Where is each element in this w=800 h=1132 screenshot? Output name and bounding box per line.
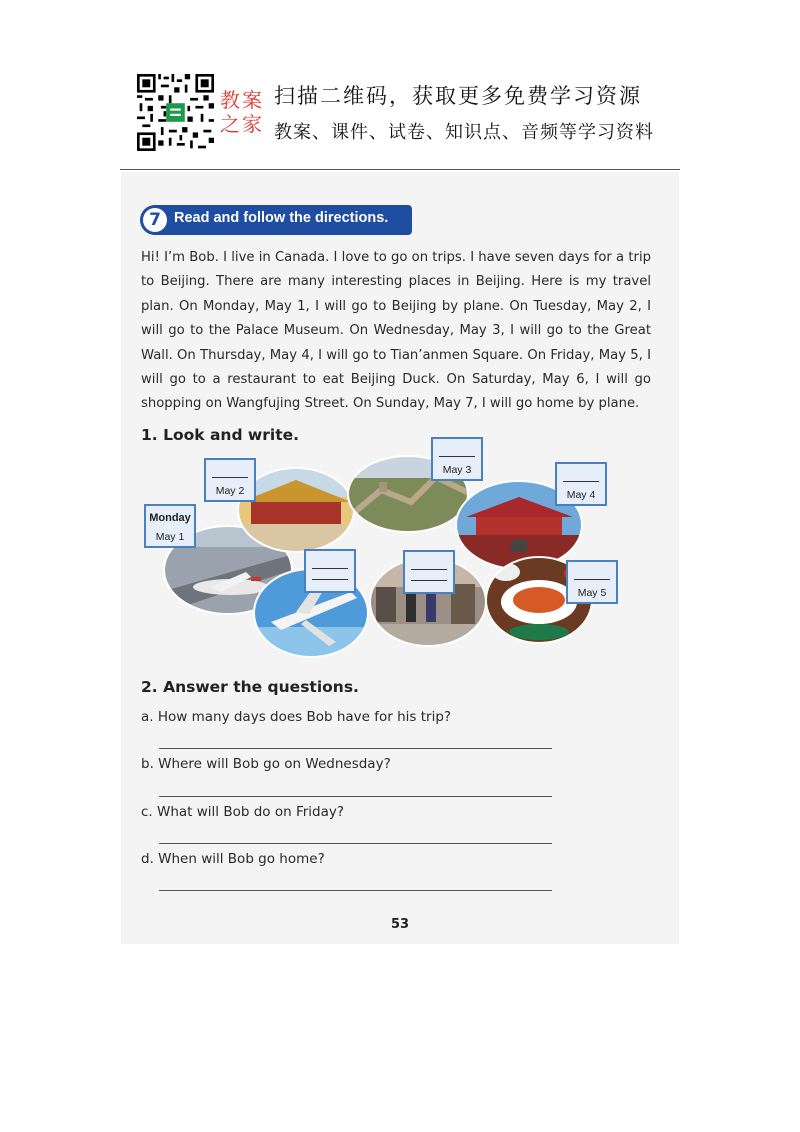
qr-code-icon bbox=[137, 74, 214, 151]
label-blank-shopping[interactable] bbox=[403, 550, 455, 594]
header-divider bbox=[120, 169, 680, 170]
part2-heading: 2. Answer the questions. bbox=[141, 678, 359, 696]
answer-blank[interactable] bbox=[439, 456, 475, 457]
question-d: d. When will Bob go home? bbox=[141, 851, 325, 867]
textbook-page bbox=[121, 172, 679, 944]
brand-logo: 教案 之家 bbox=[220, 88, 264, 136]
question-a: a. How many days does Bob have for his trip? bbox=[141, 709, 452, 725]
label-may5[interactable]: May 5 bbox=[566, 560, 618, 604]
answer-blank[interactable] bbox=[563, 481, 599, 482]
answer-blank[interactable] bbox=[312, 568, 348, 569]
label-may2[interactable]: May 2 bbox=[204, 458, 256, 502]
answer-line-a[interactable] bbox=[159, 748, 552, 749]
answer-line-d[interactable] bbox=[159, 890, 552, 891]
part1-heading: 1. Look and write. bbox=[141, 426, 300, 444]
answer-blank[interactable] bbox=[411, 569, 447, 570]
header-subslogan: 教案、课件、试卷、知识点、音频等学习资料 bbox=[274, 122, 654, 143]
answer-line-b[interactable] bbox=[159, 796, 552, 797]
exercise-number: 7 bbox=[143, 208, 167, 232]
answer-blank[interactable] bbox=[212, 477, 248, 478]
page-number: 53 bbox=[390, 917, 410, 932]
exercise-title: Read and follow the directions. bbox=[174, 210, 389, 226]
answer-blank[interactable] bbox=[411, 580, 447, 581]
label-monday: Monday May 1 bbox=[144, 504, 196, 548]
label-blank-plane[interactable] bbox=[304, 549, 356, 593]
answer-line-c[interactable] bbox=[159, 843, 552, 844]
question-c: c. What will Bob do on Friday? bbox=[141, 804, 345, 820]
answer-blank[interactable] bbox=[574, 579, 610, 580]
travel-pictures bbox=[121, 172, 679, 944]
label-may4[interactable]: May 4 bbox=[555, 462, 607, 506]
reading-passage: Hi! I’m Bob. I live in Canada. I love to go on trips. I have seven days for a trip to Beijing. There are many interesting places in Beijing. Here is my travel plan. On Monday, May 1, I will go to Beijing by plane. On Tuesday, May 2, I will go to the Palace Museum. On Wednesday, May 3, I will go to the Great Wall. On Thursday, May 4, I will go to Tian’anmen Square. On Friday, May 5, I will go to a restaurant to eat Beijing Duck. On Saturday, May 6, I will go shopping on Wangfujing Street. On Sunday, May 7, I will go home by plane. bbox=[141, 250, 651, 412]
page-header bbox=[0, 0, 800, 172]
header-slogan: 扫描二维码，获取更多免费学习资源 bbox=[274, 84, 642, 108]
question-b: b. Where will Bob go on Wednesday? bbox=[141, 756, 391, 772]
label-may3[interactable]: May 3 bbox=[431, 437, 483, 481]
answer-blank[interactable] bbox=[312, 579, 348, 580]
